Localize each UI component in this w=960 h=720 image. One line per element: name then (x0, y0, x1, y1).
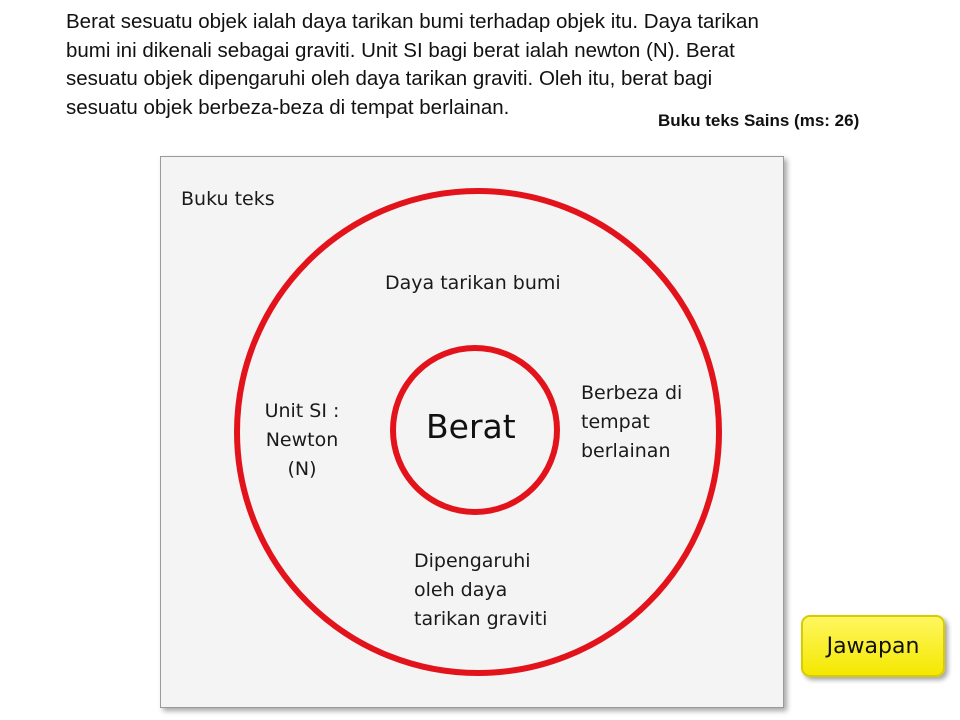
top-attribute-label: Daya tarikan bumi (385, 272, 561, 294)
label-line: tarikan graviti (414, 608, 548, 630)
circle-map-panel (160, 156, 784, 708)
frame-label: Buku teks (181, 188, 275, 210)
label-line: Dipengaruhi (414, 550, 531, 572)
label-line: Unit SI : (264, 400, 340, 422)
label-line: tempat (581, 411, 650, 433)
answer-button[interactable]: Jawapan (801, 615, 945, 677)
label-line: (N) (287, 458, 317, 480)
paragraph-line: bumi ini dikenali sebagai graviti. Unit SI bagi berat ialah newton (N). Berat (66, 38, 735, 62)
label-line: oleh daya (414, 579, 508, 601)
intro-paragraph (66, 8, 922, 122)
paragraph-line: sesuatu objek dipengaruhi oleh daya tarikan graviti. Oleh itu, berat bagi (66, 67, 713, 90)
label-line: Newton (265, 429, 339, 451)
source-citation: Buku teks Sains (ms: 26) (658, 111, 860, 130)
label-line: Berbeza di (581, 382, 683, 404)
center-concept-label: Berat (426, 407, 516, 446)
right-attribute-label (581, 379, 682, 466)
label-line: berlainan (581, 440, 671, 462)
paragraph-line: sesuatu objek berbeza-beza di tempat berlainan. (66, 95, 510, 119)
bottom-attribute-label (414, 547, 547, 634)
paragraph-line: Berat sesuatu objek ialah daya tarikan bumi terhadap objek itu. Daya tarikan (66, 10, 759, 33)
left-attribute-label (247, 397, 357, 484)
